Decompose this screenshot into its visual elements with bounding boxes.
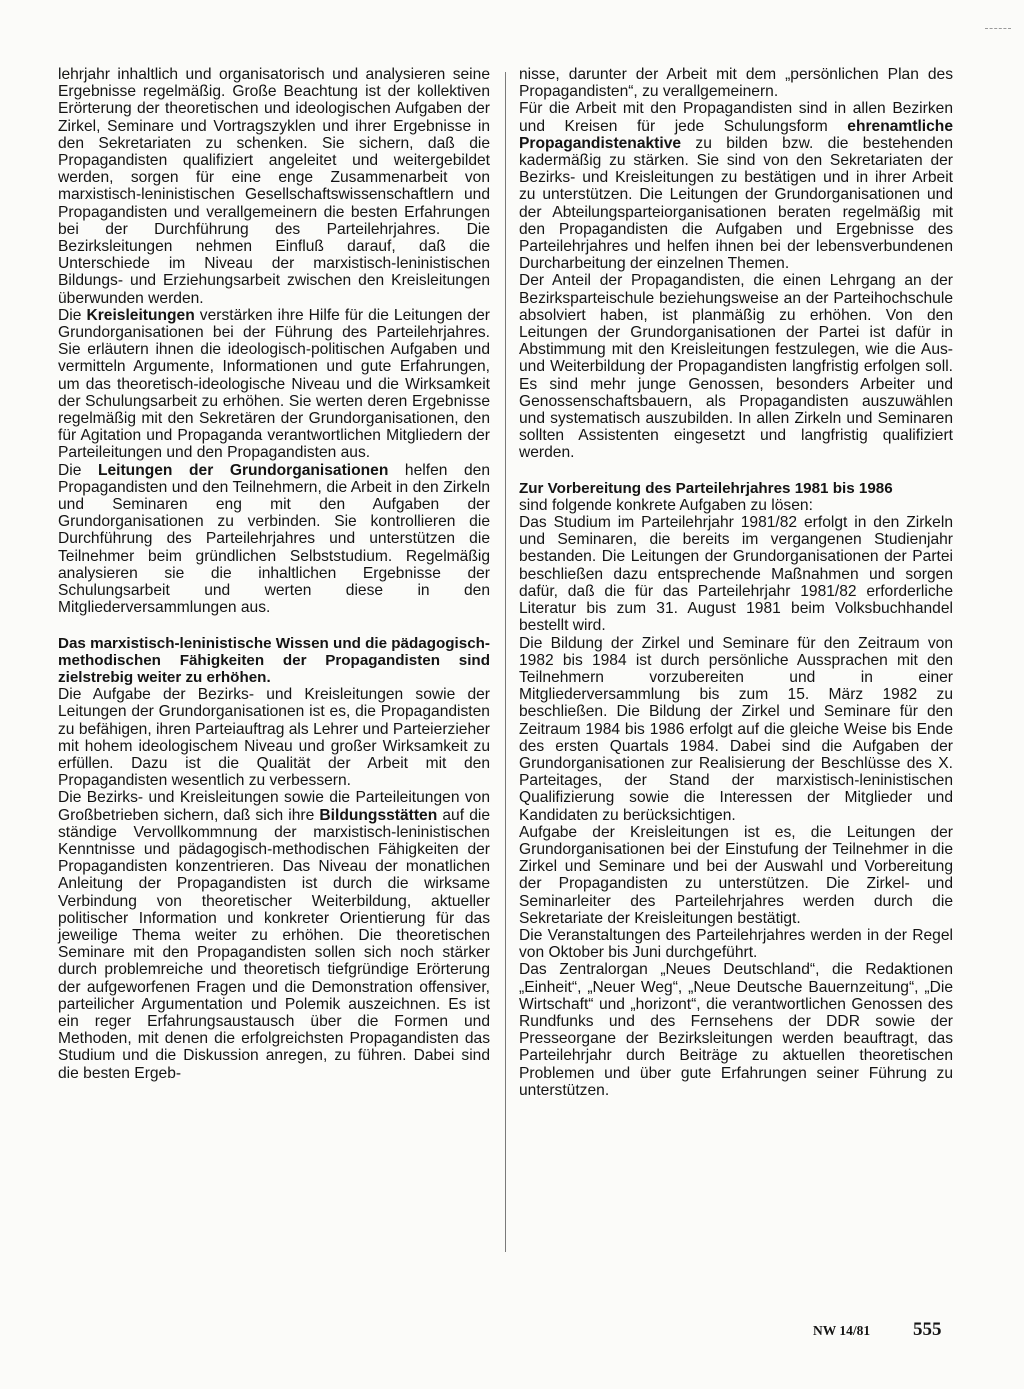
- paragraph-lead: Für die Arbeit mit den Propagandisten sind in allen Bezirken und Kreisen für jede Schulungsform: [519, 100, 953, 135]
- paragraph: Die Veranstaltungen des Parteilehrjahres werden in der Regel von Oktober bis Juni durchgeführt.: [519, 926, 953, 962]
- scan-mark: [985, 28, 1011, 30]
- paragraph: nisse, darunter der Arbeit mit dem „persönlichen Plan des Propagandisten“, zu verallgemeinern.: [519, 66, 953, 101]
- paragraph: [58, 462, 490, 617]
- emphasis-kreisleitungen: Kreisleitungen: [86, 306, 195, 324]
- paragraph: Der Anteil der Propagandisten, die einen Lehrgang an der Bezirksparteischule beziehungsweise an der Parteihochschule absolviert haben, ist planmäßig zu erhöhen. Von den Leitungen der Grundorganisationen der Partei ist dafür in Abstimmung mit den Kreisleitungen festzulegen, wie die Aus- und Weiterbildung der Propagandisten langfristig erfolgen soll. Es sind mehr junge Genossen, besonders Arbeiter und Genossenschaftsbauern, als Propagandisten auszuwählen und systematisch auszubilden. In allen Zirkeln und Seminaren sollten Assistenten eingesetzt und langfristig qualifiziert werden.: [519, 272, 953, 462]
- paragraph: Das Zentralorgan „Neues Deutschland“, die Redaktionen „Einheit“, „Neuer Weg“, „Neue Deutsche Bauernzeitung“, „Die Wirtschaft“ und „horizont“, die verantwortlichen Genossen des Rundfunks und des Fernsehens der DDR sowie der Presseorgane der Bezirksleitungen werden beauftragt, das Parteilehrjahr durch Beiträge zu aktuellen theoretischen Problemen und über gute Erfahrungen seiner Führung zu unterstützen.: [519, 961, 953, 1099]
- paragraph-text: zu bilden bzw. die bestehenden kadermäßig zu stärken. Sie sind von den Sekretariaten der Bezirks- und Kreisleitungen zu bestätigen und in ihrer Arbeit zu unterstützen. Die Leitungen der Grundorganisationen und der Abteilungsparteiorganisationen beraten regelmäßig mit den Propagandisten die Aufgaben und Ergebnisse des Parteilehrjahres und helfen ihnen bei der lebensverbundenen Durcharbeitung der einzelnen Themen.: [519, 134, 953, 273]
- paragraph: lehrjahr inhaltlich und organisatorisch und analysieren seine Ergebnisse regelmäßig. Große Beachtung ist der kollektiven Erörterung der theoretischen und ideologischen Aufgaben der Zirkel, Seminare und Vortragszyklen und ihrer Ergebnisse in den Sekretariaten zu schenken. Sie sichern, daß die Propagandisten qualifiziert angeleitet und weitergebildet werden, sorgen für eine enge Zusammenarbeit von marxistisch-leninistischen Gesellschaftswissenschaftlern und Propagandisten und verallgemeinern die besten Erfahrungen bei der Durchführung des Parteilehrjahres. Die Bezirksleitungen nehmen Einfluß darauf, daß die Unterschiede im Niveau der marxistisch-leninistischen Bildungs- und Erziehungsarbeit zwischen den Kreisleitungen überwunden werden.: [58, 66, 490, 307]
- section-gap: [58, 617, 490, 635]
- paragraph: Die Bildung der Zirkel und Seminare für den Zeitraum von 1982 bis 1984 ist durch persönliche Aussprachen mit den Teilnehmern vorzubereiten und in einer Mitgliederversammlung bis zum 15. März 1982 zu beschließen. Die Bildung der Zirkel und Seminare für den Zeitraum 1984 bis 1986 erfolgt auf die gleiche Weise bis Ende des ersten Quartals 1984. Dabei sind die Aufgaben der Grundorganisationen zur Realisierung der Beschlüsse des X. Parteitages, der Stand der marxistisch-leninistischen Qualifizierung sowie die Interessen der Mitglieder und Kandidaten zu berücksichtigen.: [519, 634, 953, 824]
- paragraph-text: sind folgende konkrete Aufgaben zu lösen:: [519, 496, 813, 514]
- paragraph-lead: Die: [58, 461, 98, 479]
- emphasis-leitungen-grundorganisationen: Leitungen der Grundorganisationen: [97, 461, 389, 479]
- paragraph-text: auf die ständige Vervollkommnung der marxistisch-leninistischen Kenntnisse und pädagogisch-methodischen Fähigkeiten der Propagandisten konzentrieren. Das Niveau der monatlichen Anleitung der Propagandisten ist durch die wirksame Verbindung von theoretischer Weiterbildung, aktueller politischer Information und konkreter Orientierung für das jeweilige Thema weiter zu erhöhen. Die theoretischen Seminare mit den Propagandisten sollen sich noch stärker durch problemreiche und theoretisch tiefgründige Erörterung der aufgeworfenen Fragen und die Demonstration offensiver, parteilicher Argumentation und Polemik auszeichnen. Es ist ein reger Erfahrungsaustausch über die Formen und Methoden, mit denen die erfolgreichsten Propagandisten das Studium und die Diskussion anregen, zu führen. Dabei sind die besten Ergeb-: [58, 806, 490, 1082]
- left-column: [58, 66, 490, 1082]
- emphasis-propagandistenaktive: ehrenamtliche Propagandistenaktive: [519, 117, 953, 152]
- paragraph: [519, 100, 953, 272]
- paragraph-lead: Die Bezirks- und Kreisleitungen sowie die Parteileitungen von Großbetrieben sichern, daß sich ihre: [58, 789, 490, 824]
- right-column: [519, 66, 953, 1099]
- paragraph: [58, 789, 490, 1081]
- section-heading-paragraph: [519, 480, 953, 514]
- paragraph: Das Studium im Parteilehrjahr 1981/82 erfolgt in den Zirkeln und Seminaren, die bereits im vergangenen Studienjahr bestanden. Die Leitungen der Grundorganisationen der Partei beschließen dazu entsprechende Maßnahmen und sorgen dafür, daß die für das Parteilehrjahr 1981/82 erforderliche Literatur bis zum 31. August 1981 beim Volksbuchhandel bestellt wird.: [519, 514, 953, 635]
- paragraph: [58, 307, 490, 462]
- issue-label: NW 14/81: [813, 1323, 871, 1338]
- section-heading: Das marxistisch-leninistische Wissen und die pädagogisch-methodischen Fähigkeiten der Propagandisten sind zielstrebig weiter zu erhöhen.: [58, 634, 490, 686]
- column-divider: [505, 72, 506, 1252]
- section-heading: Zur Vorbereitung des Parteilehrjahres 1981 bis 1986: [519, 479, 893, 497]
- paragraph-text: helfen den Propagandisten und den Teilnehmern, die Arbeit in den Zirkeln und Seminaren eng mit den Aufgaben der Grundorganisationen zu verbinden. Sie kontrollieren die Durchführung des Parteilehrjahres und unterstützen die Teilnehmer beim gründlichen Selbststudium. Regelmäßig analysieren sie die inhaltlichen Ergebnisse der Schulungsarbeit und werten diese in den Mitgliederversammlungen aus.: [58, 461, 490, 617]
- page-number: 555: [913, 1319, 942, 1340]
- paragraph: Aufgabe der Kreisleitungen ist es, die Leitungen der Grundorganisationen bei der Einstufung der Teilnehmer in die Zirkel und Seminare und bei der Auswahl und Vorbereitung der Propagandisten zu unterstützen. Die Zirkel- und Seminarleiter des Parteilehrjahres werden durch die Sekretariate der Kreisleitungen bestätigt.: [519, 823, 953, 927]
- emphasis-bildungsstaetten: Bildungsstätten: [319, 806, 438, 824]
- section-gap: [519, 462, 953, 480]
- paragraph-text: verstärken ihre Hilfe für die Leitungen der Grundorganisationen bei der Führung des Parteilehrjahres. Sie erläutern ihnen die ideologisch-politischen Aufgaben und vermitteln Argumente, Informationen und gute Erfahrungen, um das theoretisch-ideologische Niveau und die Wirksamkeit der Schulungsarbeit zu erhöhen. Sie werten deren Ergebnisse regelmäßig mit den Sekretären der Grundorganisationen, den für Agitation und Propaganda verantwortlichen Mitgliedern der Parteileitungen und den Propagandisten aus.: [58, 306, 491, 462]
- paragraph-lead: Die: [58, 306, 87, 324]
- paragraph: Die Aufgabe der Bezirks- und Kreisleitungen sowie der Leitungen der Grundorganisationen ist es, die Propagandisten zu befähigen, ihren Parteiauftrag als Lehrer und Parteierzieher mit hohem ideologischem Niveau und großer Wirksamkeit zu erfüllen. Dazu ist die Qualität der Arbeit mit den Propagandisten wesentlich zu verbessern.: [58, 686, 490, 790]
